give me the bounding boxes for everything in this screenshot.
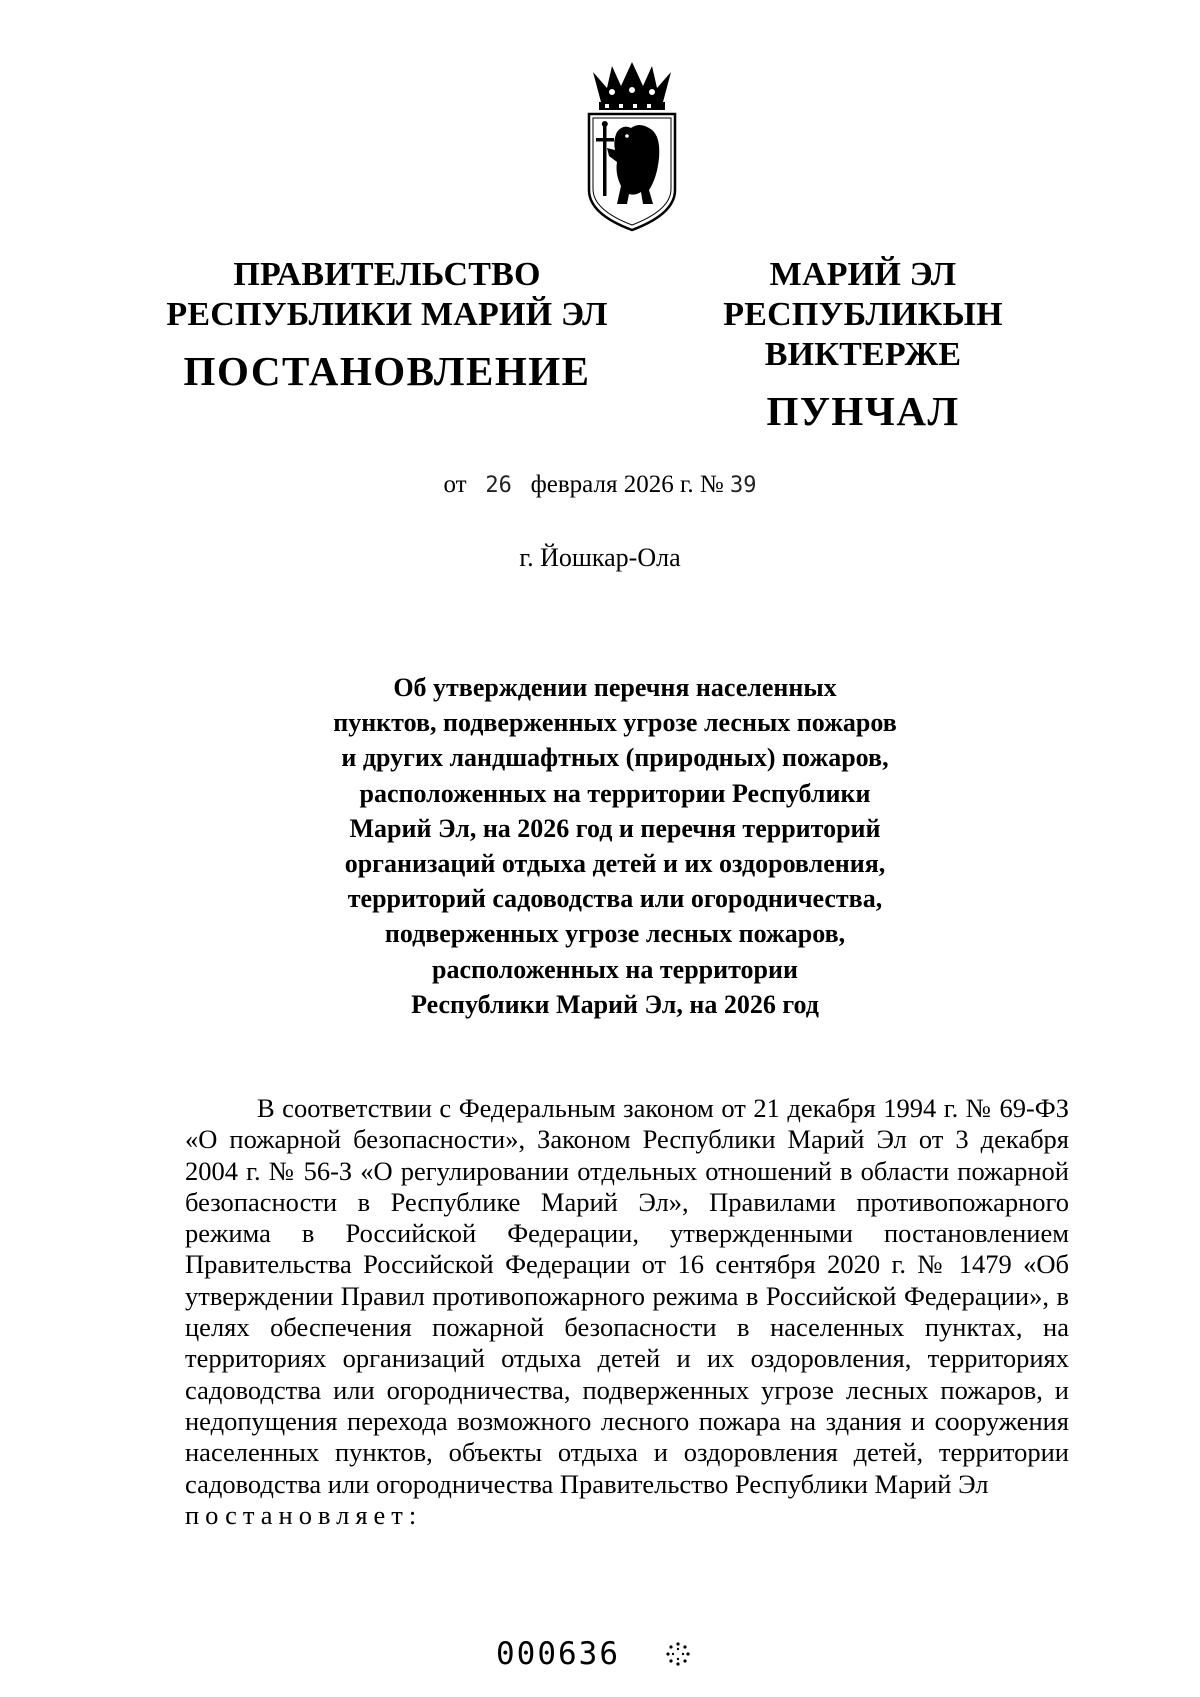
title-line: Марий Эл, на 2026 год и перечня территорий xyxy=(349,813,881,843)
doc-type-mari: ПУНЧАЛ xyxy=(766,388,960,434)
title-line: подверженных угрозе лесных пожаров, xyxy=(384,919,846,949)
resolves-line xyxy=(185,1500,1069,1531)
title-line: расположенных на территории Республики xyxy=(359,778,871,808)
document-title xyxy=(200,670,1030,1022)
doc-type-ru: ПОСТАНОВЛЕНИЕ xyxy=(183,348,591,394)
resolves-text: постановляет: xyxy=(185,1499,423,1530)
org-name-ru-line1: ПРАВИТЕЛЬСТВО xyxy=(233,256,541,293)
title-line: организаций отдыха детей и их оздоровления, xyxy=(344,849,886,879)
issue-number: 39 xyxy=(730,473,757,498)
date-prefix: от xyxy=(443,471,467,498)
body-paragraph-text: В соответствии с Федеральным законом от 21 декабря 1994 г. № 69-ФЗ «О пожарной безопасности», Законом Республики Марий Эл от 3 декабря 2004 г. № 56-З «О регулировании отдельных отношений в области пожарной безопасности в Республике Марий Эл», Правилами противопожарного режима в Российской Федерации, утвержденными постановлением Правительства Российской Федерации от 16 сентября 2020 г. № 1479 «Об утверждении Правил противопожарного режима в Российской Федерации», в целях обеспечения пожарной безопасности в населенных пунктах, на территориях организаций отдыха детей и их оздоровления, территориях садоводства или огородничества, подверженных угрозе лесных пожаров, и недопущения перехода возможного лесного пожара на здания и сооружения населенных пунктов, объекты отдыха и оздоровления детей, территории садоводства или огородничества Правительство Республики Марий Эл xyxy=(185,1093,1069,1499)
title-line: и других ландшафтных (природных) пожаров, xyxy=(341,743,889,773)
header-left xyxy=(152,255,622,395)
header-right xyxy=(628,255,1098,435)
coat-of-arms-icon xyxy=(579,62,685,232)
issue-day: 26 xyxy=(485,473,512,498)
title-line: пунктов, подверженных угрозе лесных пожаров xyxy=(333,708,897,738)
title-line: территорий садоводства или огородничества, xyxy=(347,884,883,914)
document-body xyxy=(185,1093,1069,1531)
title-line: Об утверждении перечня населенных xyxy=(393,673,837,702)
form-number: 000636 xyxy=(496,1636,620,1672)
org-name-mari-line1: МАРИЙ ЭЛ РЕСПУБЛИКЫН xyxy=(723,256,1003,333)
issue-date-line xyxy=(0,471,1200,499)
asterisk-mark-icon xyxy=(665,1641,691,1667)
issue-city: г. Йошкар-Ола xyxy=(519,543,681,572)
title-line: расположенных на территории xyxy=(432,954,798,984)
org-name-mari-line2: ВИКТЕРЖЕ xyxy=(764,336,962,373)
org-name-ru-line2: РЕСПУБЛИКИ МАРИЙ ЭЛ xyxy=(166,296,608,333)
title-line: Республики Марий Эл, на 2026 год xyxy=(411,989,819,1019)
body-paragraph xyxy=(185,1093,1069,1500)
issue-month-year: февраля 2026 г. № xyxy=(530,471,724,498)
